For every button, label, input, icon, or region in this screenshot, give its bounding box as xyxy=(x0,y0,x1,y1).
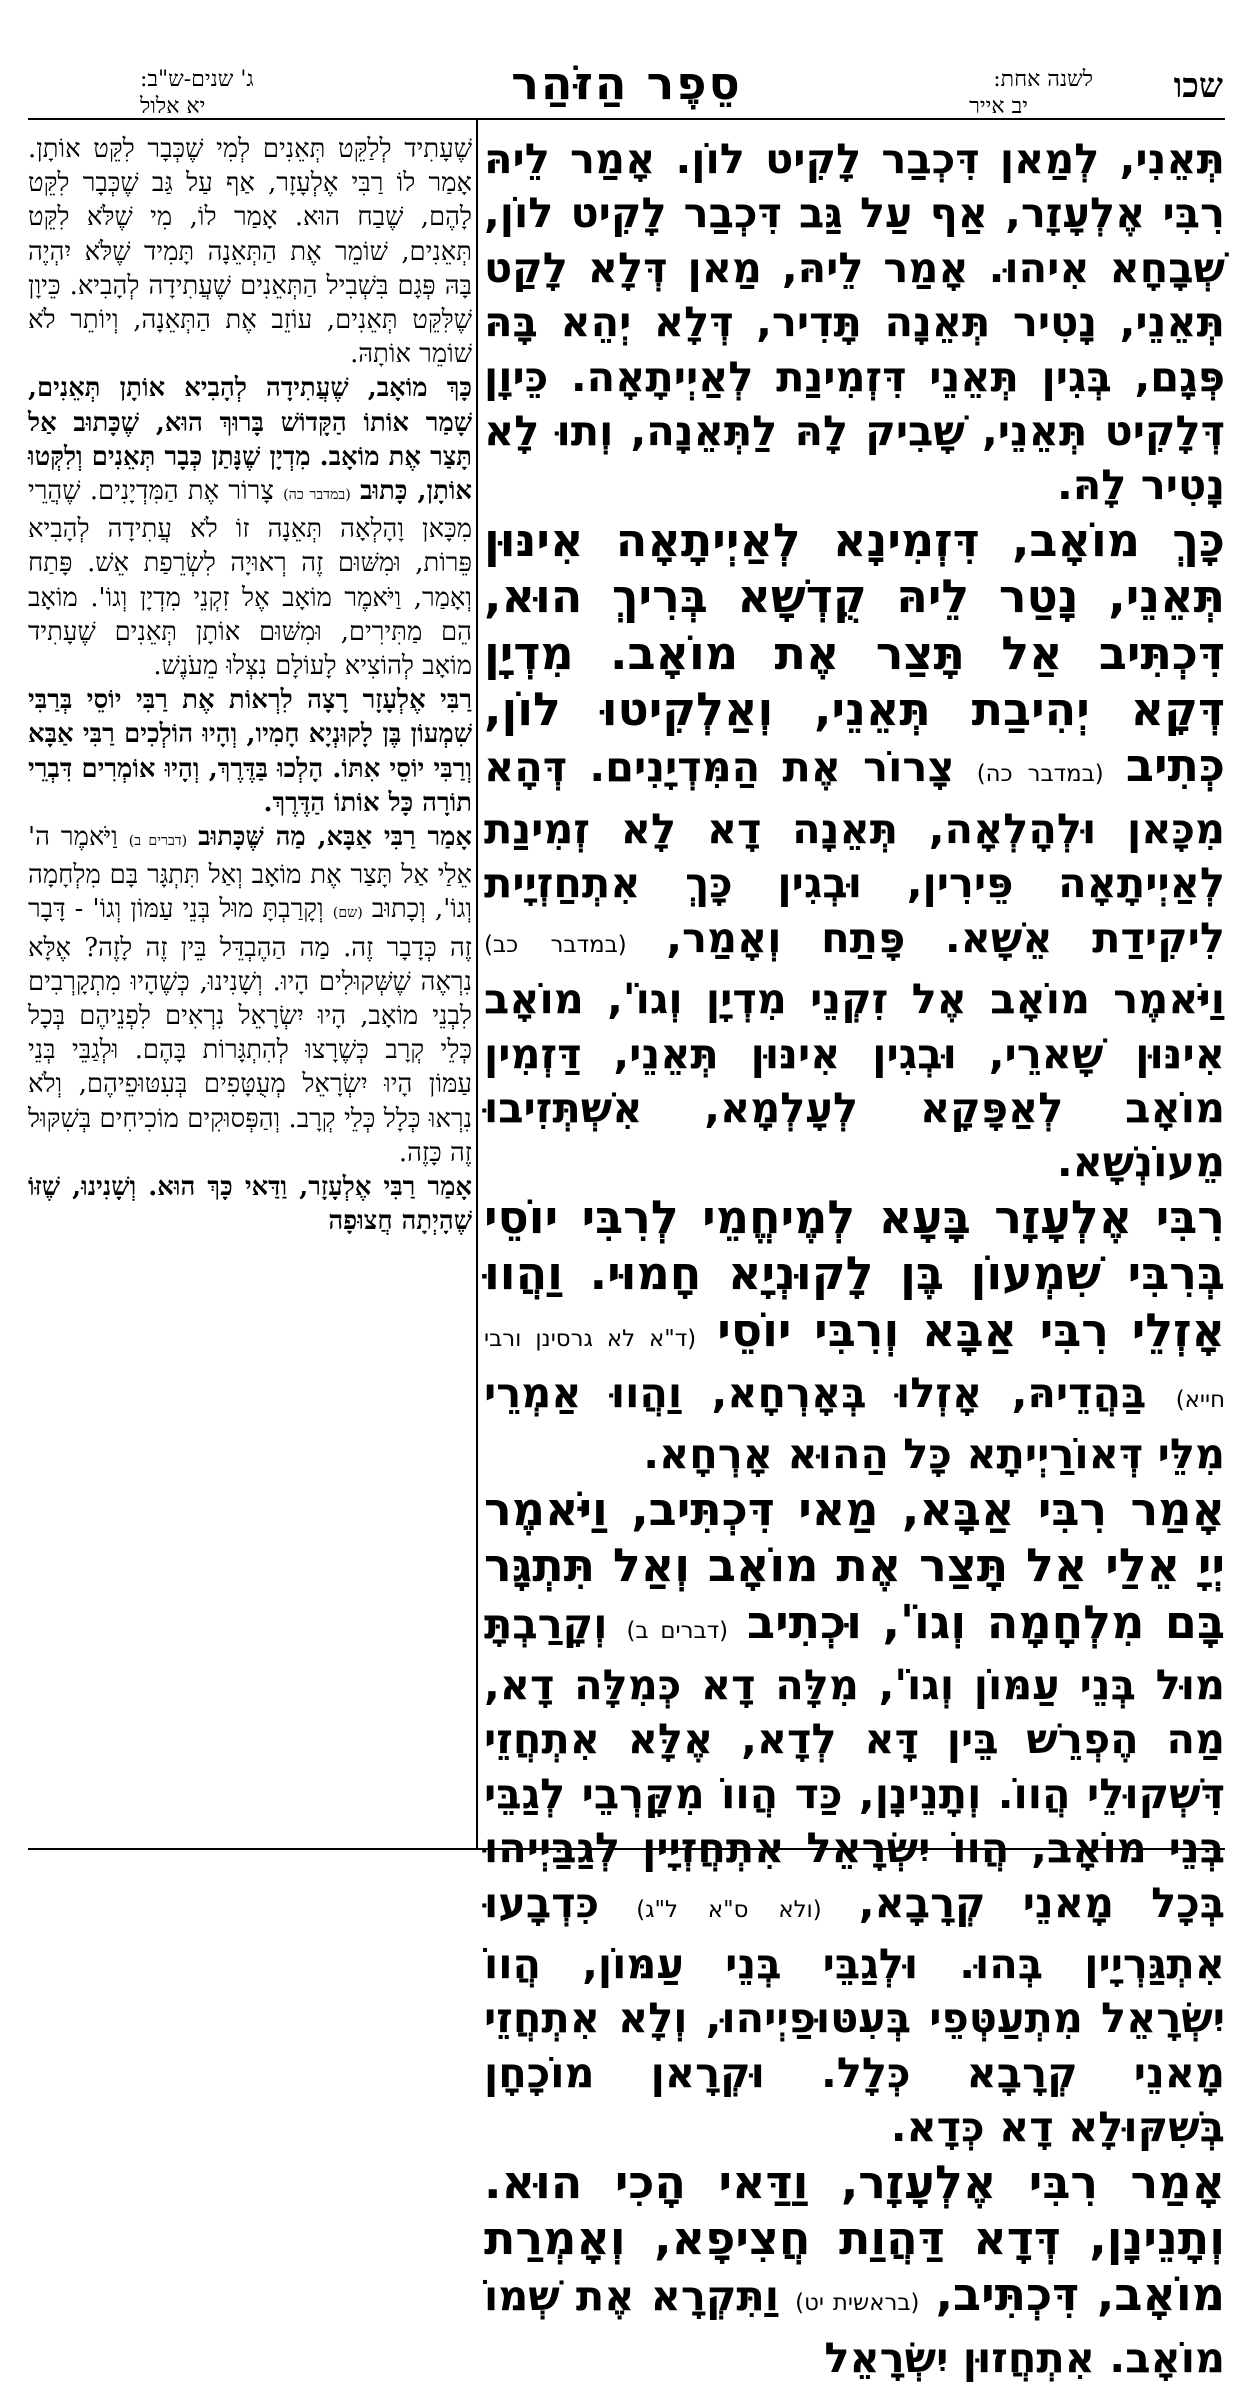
study-date-three-years: יא אלול xyxy=(140,94,206,119)
main-paragraph: תְּאֵנִי, לְמַאן דִּכְבַר לָקִיט לוֹן. אָמַר לֵיהּ רִבִּי אֶלְעָזָר, אַף עַל גַּב דִּכְבַר לָקִיט לוֹן, שְׁבָחָא אִיהוּ. אָמַר לֵיהּ, מַאן דְּלָא לָקַט תְּאֵנֵי, נָטִיר תְּאֵנָה תָּדִיר, דְּלָא יְהֵא בָּהּ פְּגָם, בְּגִין תְּאֵנֵי דִּזְמִינַת לְאַיְיתָאָה. כֵּיוָן דְּלָקִיט תְּאֵנֵי, שָׁבִיק לָהּ לַתְּאֵנָה, וְתוּ לָא נָטִיר לָהּ. xyxy=(484,134,1225,510)
main-paragraph: אָמַר רִבִּי אַבָּא, מַאי דִּכְתִּיב, וַיֹּאמֶר יְיָ אֵלַי אַל תָּצַר אֶת מוֹאָב וְאַל תִּתְגָּר בָּם מִלְחָמָה וְגוֹ', וּכְתִיב (דברים ב) וְקָרַבְתָּ מוּל בְּנֵי עַמּוֹן וְגוֹ', מִלָּה דָא כְּמִלָּה דָא, מַה הֶפְרֵשׁ בֵּין דָּא לְדָא, אֶלָּא אִתְחֲזֵי דִּשְׁקוּלֵי הֲווֹ. וְתָנֵינָן, כַּד הֲווֹ מִקָּרְבֵי לְגַבֵּי בְּנֵי מוֹאָב, הֲווֹ יִשְׂרָאֵל אִתְחֲזְיָין לְגַבַּיְיהוּ בְּכָל מָאנֵי קְרָבָא, (ולא ס"א ל"ג) כִּדְבָעוּ אִתְגַּרְיָין בְּהוּ. וּלְגַבֵּי בְּנֵי עַמּוֹן, הֲווֹ יִשְׂרָאֵל מִתְעַטְּפֵי בְּעִטּוּפַיְיהוּ, וְלָא אִתְחֲזֵי מָאנֵי קְרָבָא כְּלָל. וּקְרָאן מוֹכָחָן בְּשִׁקּוּלָא דָא כְּדָא. xyxy=(484,1481,1226,2152)
study-schedule-three-years: ג' שנים-ש"ב: xyxy=(140,67,254,92)
side-paragraph: שֶׁעָתִיד לְלַקֵּט תְּאֵנִים לְמִי שֶׁכְּבָר לִקֵּט אוֹתָן. אָמַר לוֹ רַבִּי אֶלְעָזָר, אַף עַל גַּב שֶׁכְּבָר לִקֵּט לָהֶם, שֶׁבַח הוּא. אָמַר לוֹ, מִי שֶׁלֹּא לִקֵּט תְּאֵנִים, שׁוֹמֵר אֶת הַתְּאֵנָה תָּמִיד שֶׁלֹּא יִהְיֶה בָּהּ פְּגָם בִּשְׁבִיל הַתְּאֵנִים שֶׁעֲתִידָה לְהָבִיא. כֵּיוָן שֶׁלִּקֵּט תְּאֵנִים, עוֹזֵב אֶת הַתְּאֵנָה, וְיוֹתֵר לֹא שׁוֹמֵר אוֹתָהּ. xyxy=(28,134,472,370)
side-paragraph: אָמַר רַבִּי אַבָּא, מַה שֶּׁכָּתוּב (דברים ב) וַיֹּאמֶר ה' אֵלַי אַל תָּצַר אֶת מוֹאָב וְאַל תִּתְגָּר בָּם מִלְחָמָה וְגוֹ', וְכָתוּב (שם) וְקָרַבְתָּ מוּל בְּנֵי עַמּוֹן וְגוֹ' - דָּבָר זֶה כְּדָבָר זֶה. מַה הַהֶבְדֵּל בֵּין זֶה לָזֶה? אֶלָּא נִרְאֶה שֶׁשְּׁקוּלִים הָיוּ. וְשָׁנִינוּ, כְּשֶׁהָיוּ מִתְקָרְבִים לִבְנֵי מוֹאָב, הָיוּ יִשְׂרָאֵל נִרְאִים לִפְנֵיהֶם בְּכָל כְּלֵי קְרָב כְּשֶׁרָצוּ לְהִתְגָּרוֹת בָּהֶם. וּלְגַבֵּי בְּנֵי עַמּוֹן הָיוּ יִשְׂרָאֵל מְעֻטָּפִים בְּעִטּוּפֵיהֶם, וְלֹא נִרְאוּ כְּלָל כְּלֵי קְרָב. וְהַפְּסוּקִים מוֹכִיחִים בְּשִׁקּוּל זֶה כָּזֶה. xyxy=(28,822,473,1168)
source-reference: (במדבר כה) xyxy=(976,761,1104,788)
source-reference: (דברים ב) xyxy=(626,1617,729,1644)
column-divider xyxy=(476,118,478,1848)
header-rule xyxy=(28,118,1225,120)
side-paragraph: כָּךְ מוֹאָב, שֶׁעֲתִידָה לְהָבִיא אוֹתָן תְּאֵנִים, שָׁמַר אוֹתוֹ הַקָּדוֹשׁ בָּרוּךְ הוּא, שֶׁכָּתוּב אַל תָּצַר אֶת מוֹאָב. מִדְיָן שֶׁנָּתַן כְּבָר תְּאֵנִים וְלִקְּטוּ אוֹתָן, כָּתוּב (במדבר כה) צָרוֹר אֶת הַמִּדְיָנִים. שֶׁהֲרֵי מִכָּאן וָהָלְאָה תְּאֵנָה זוֹ לֹא עֲתִידָה לְהָבִיא פֵּרוֹת, וּמִשּׁוּם זֶה רְאוּיָה לִשְׂרֵפַת אֵשׁ. פָּתַח וְאָמַר, וַיֹּאמֶר מוֹאָב אֶל זִקְנֵי מִדְיָן וְגוֹ'. מוֹאָב הֵם מַתִּירִים, וּמִשּׁוּם אוֹתָן תְּאֵנִים שֶׁעָתִיד מוֹאָב לְהוֹצִיא לָעוֹלָם נִצְּלוּ מֵעֹנֶשׁ. xyxy=(28,373,472,682)
page-number: שכו xyxy=(1173,66,1223,106)
source-reference: (שם) xyxy=(332,905,363,922)
aramaic-main-column xyxy=(484,132,1226,2382)
source-reference: (ד"א לא גרסינן ורבי חייא) xyxy=(484,1325,1225,1413)
source-reference: (במדבר כה) xyxy=(283,487,351,504)
page-header xyxy=(0,0,1253,118)
main-paragraph: כָּךְ מוֹאָב, דִּזְמִינָא לְאַיְיתָאָה אִינּוּן תְּאֵנֵי, נָטַר לֵיהּ קֻדְשָׁא בְּרִיךְ הוּא, דִּכְתִּיב אַל תָּצַר אֶת מוֹאָב. מִדְיָן דְּקָא יְהִיבַת תְּאֵנֵי, וְאַלְקִיטוּ לוֹן, כְּתִיב (במדבר כה) צָרוֹר אֶת הַמִּדְיָנִים. דְּהָא מִכָּאן וּלְהָלְאָה, תְּאֵנָה דָא לָא זְמִינַת לְאַיְיתָאָה פֵּירִין, וּבְגִין כָּךְ אִתְחַזְיָית לִיקִידַת אֵשָׁא. פָּתַח וְאָמַר, (במדבר כב) וַיֹּאמֶר מוֹאָב אֶל זִקְנֵי מִדְיָן וְגוֹ', מוֹאָב אִינּוּן שָׁארֵי, וּבְגִין אִינּוּן תְּאֵנֵי, דַּזְמִין מוֹאָב לְאַפָּקָא לְעָלְמָא, אִשְׁתְּזִיבוּ מֵעוֹנְשָׁא. xyxy=(484,512,1225,1187)
side-paragraph: אָמַר רַבִּי אֶלְעָזָר, וַדַּאי כָּךְ הוּא. וְשָׁנִינוּ, שֶׁזּוֹ שֶׁהָיְתָה חֲצוּפָה xyxy=(28,1172,472,1237)
study-schedule-one-year: לשנה אחת: xyxy=(993,67,1093,92)
study-date-one-year: יב אייר xyxy=(969,94,1028,119)
source-reference: (ולא ס"א ל"ג) xyxy=(636,1896,822,1923)
book-title: סֵפֶר הַזֹּהַר xyxy=(511,56,742,110)
hebrew-translation-column xyxy=(28,132,472,1844)
source-reference: (דברים ב) xyxy=(128,833,188,850)
main-paragraph: רִבִּי אֶלְעָזָר בָּעָא לְמֶיחֱמֵי לְרִבִּי יוֹסֵי בְּרִבִּי שִׁמְעוֹן בֶּן לָקוּנְיָא חָמוּי. וַהֲווּ אָזְלֵי רִבִּי אַבָּא וְרִבִּי יוֹסֵי (ד"א לא גרסינן ורבי חייא) בַּהֲדֵיהּ, אָזְלוּ בְּאָרְחָא, וַהֲווּ אַמְרֵי מִלֵּי דְּאוֹרַיְיתָא כָּל הַהוּא אָרְחָא. xyxy=(484,1189,1226,1479)
source-reference: (במדבר כב) xyxy=(484,931,627,958)
footer-rule xyxy=(28,1848,1225,1850)
main-paragraph: אָמַר רִבִּי אֶלְעָזָר, וַדַּאי הָכִי הוּא. וְתָנֵינָן, דְּדָא דַּהֲוַת חֲצִיפָא, וְאָמְרַת מוֹאָב, דִּכְתִּיב, (בראשית יט) וַתִּקְרָא אֶת שְׁמוֹ מוֹאָב. אִתְחֲזוּן יִשְׂרָאֵל xyxy=(484,2154,1225,2382)
side-paragraph: רַבִּי אֶלְעָזָר רָצָה לִרְאוֹת אֶת רַבִּי יוֹסֵי בְּרַבִּי שִׁמְעוֹן בֶּן לָקוּנְיָא חָמִיו, וְהָיוּ הוֹלְכִים רַבִּי אַבָּא וְרַבִּי יוֹסֵי אִתּוֹ. הָלְכוּ בַּדֶּרֶךְ, וְהָיוּ אוֹמְרִים דִּבְרֵי תוֹרָה כָּל אוֹתוֹ הַדֶּרֶךְ. xyxy=(28,685,472,818)
source-reference: (בראשית יט) xyxy=(795,2290,920,2317)
